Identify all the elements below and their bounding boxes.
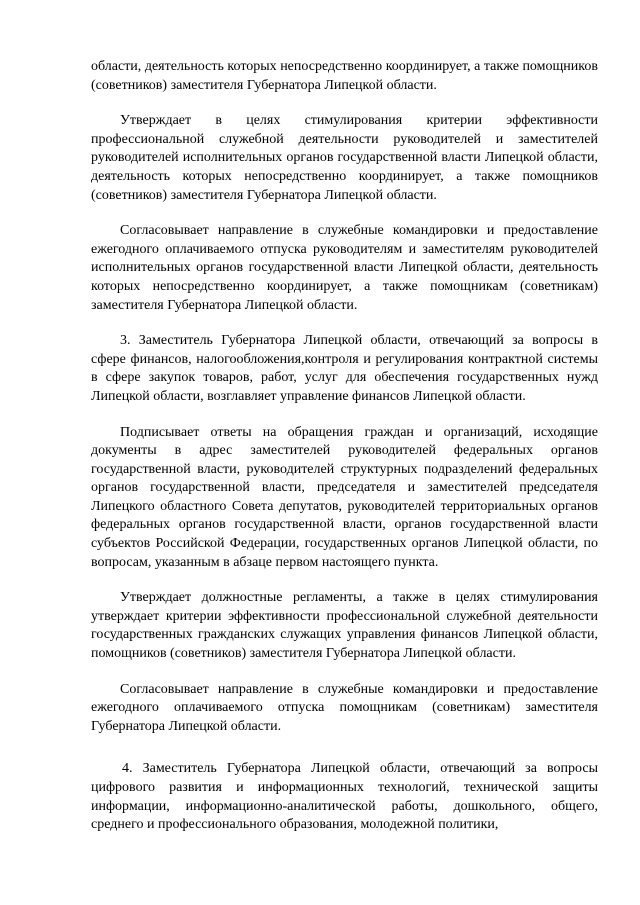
paragraph-item-4: 4. Заместитель Губернатора Липецкой области, отвечающий за вопросы цифрового развития и информационных технологий, технической защиты информации, информационно-аналитической работы, дошкольного, общего, среднего и профессионального образования, молодежной политики, [91, 761, 598, 833]
paragraph-approves-criteria: Утверждает в целях стимулирования критерии эффективности профессиональной служебной деятельности руководителей и заместителей руководителей исполнительных органов государственной власти Липецкой области, деятельность которых непосредственно координирует, а также помощников (советников) заместителя Губернатора Липецкой области. [91, 113, 598, 203]
document-page [91, 58, 598, 835]
paragraph-approves-travel: Согласовывает направление в служебные командировки и предоставление ежегодного оплачиваемого отпуска руководителям и заместителям руководителей исполнительных органов государственной власти Липецкой области, деятельность которых непосредственно координирует, а также помощникам (советникам) заместителя Губернатора Липецкой области. [91, 223, 598, 313]
paragraph-continuation: области, деятельность которых непосредственно координирует, а также помощников (советников) заместителя Губернатора Липецкой области. [91, 59, 598, 93]
paragraph-approves-travel-assistants: Согласовывает направление в служебные командировки и предоставление ежегодного оплачиваемого отпуска помощникам (советникам) заместителя Губернатора Липецкой области. [91, 681, 598, 734]
paragraph-approves-regulations: Утверждает должностные регламенты, а также в целях стимулирования утверждает критерии эффективности профессиональной служебной деятельности государственных гражданских служащих управления финансов Липецкой области, помощников (советников) заместителя Губернатора Липецкой области. [91, 590, 598, 662]
paragraph-item-3: 3. Заместитель Губернатора Липецкой области, отвечающий за вопросы в сфере финансов, налогообложения,контроля и регулирования контрактной системы в сфере закупок товаров, работ, услуг для обеспечения государственных нужд Липецкой области, возглавляет управление финансов Липецкой области. [91, 333, 598, 404]
paragraph-signs-responses: Подписывает ответы на обращения граждан и организаций, исходящие документы в адрес заместителей руководителей федеральных органов государственной власти, руководителей структурных подразделений федеральных органов государственной власти, председателя и заместителей председателя Липецкого областного Совета депутатов, руководителей территориальных органов федеральных органов государственной власти, органов государственной власти субъектов Российской Федерации, государственных органов Липецкой области, по вопросам, указанным в абзаце первом настоящего пункта. [91, 424, 598, 570]
